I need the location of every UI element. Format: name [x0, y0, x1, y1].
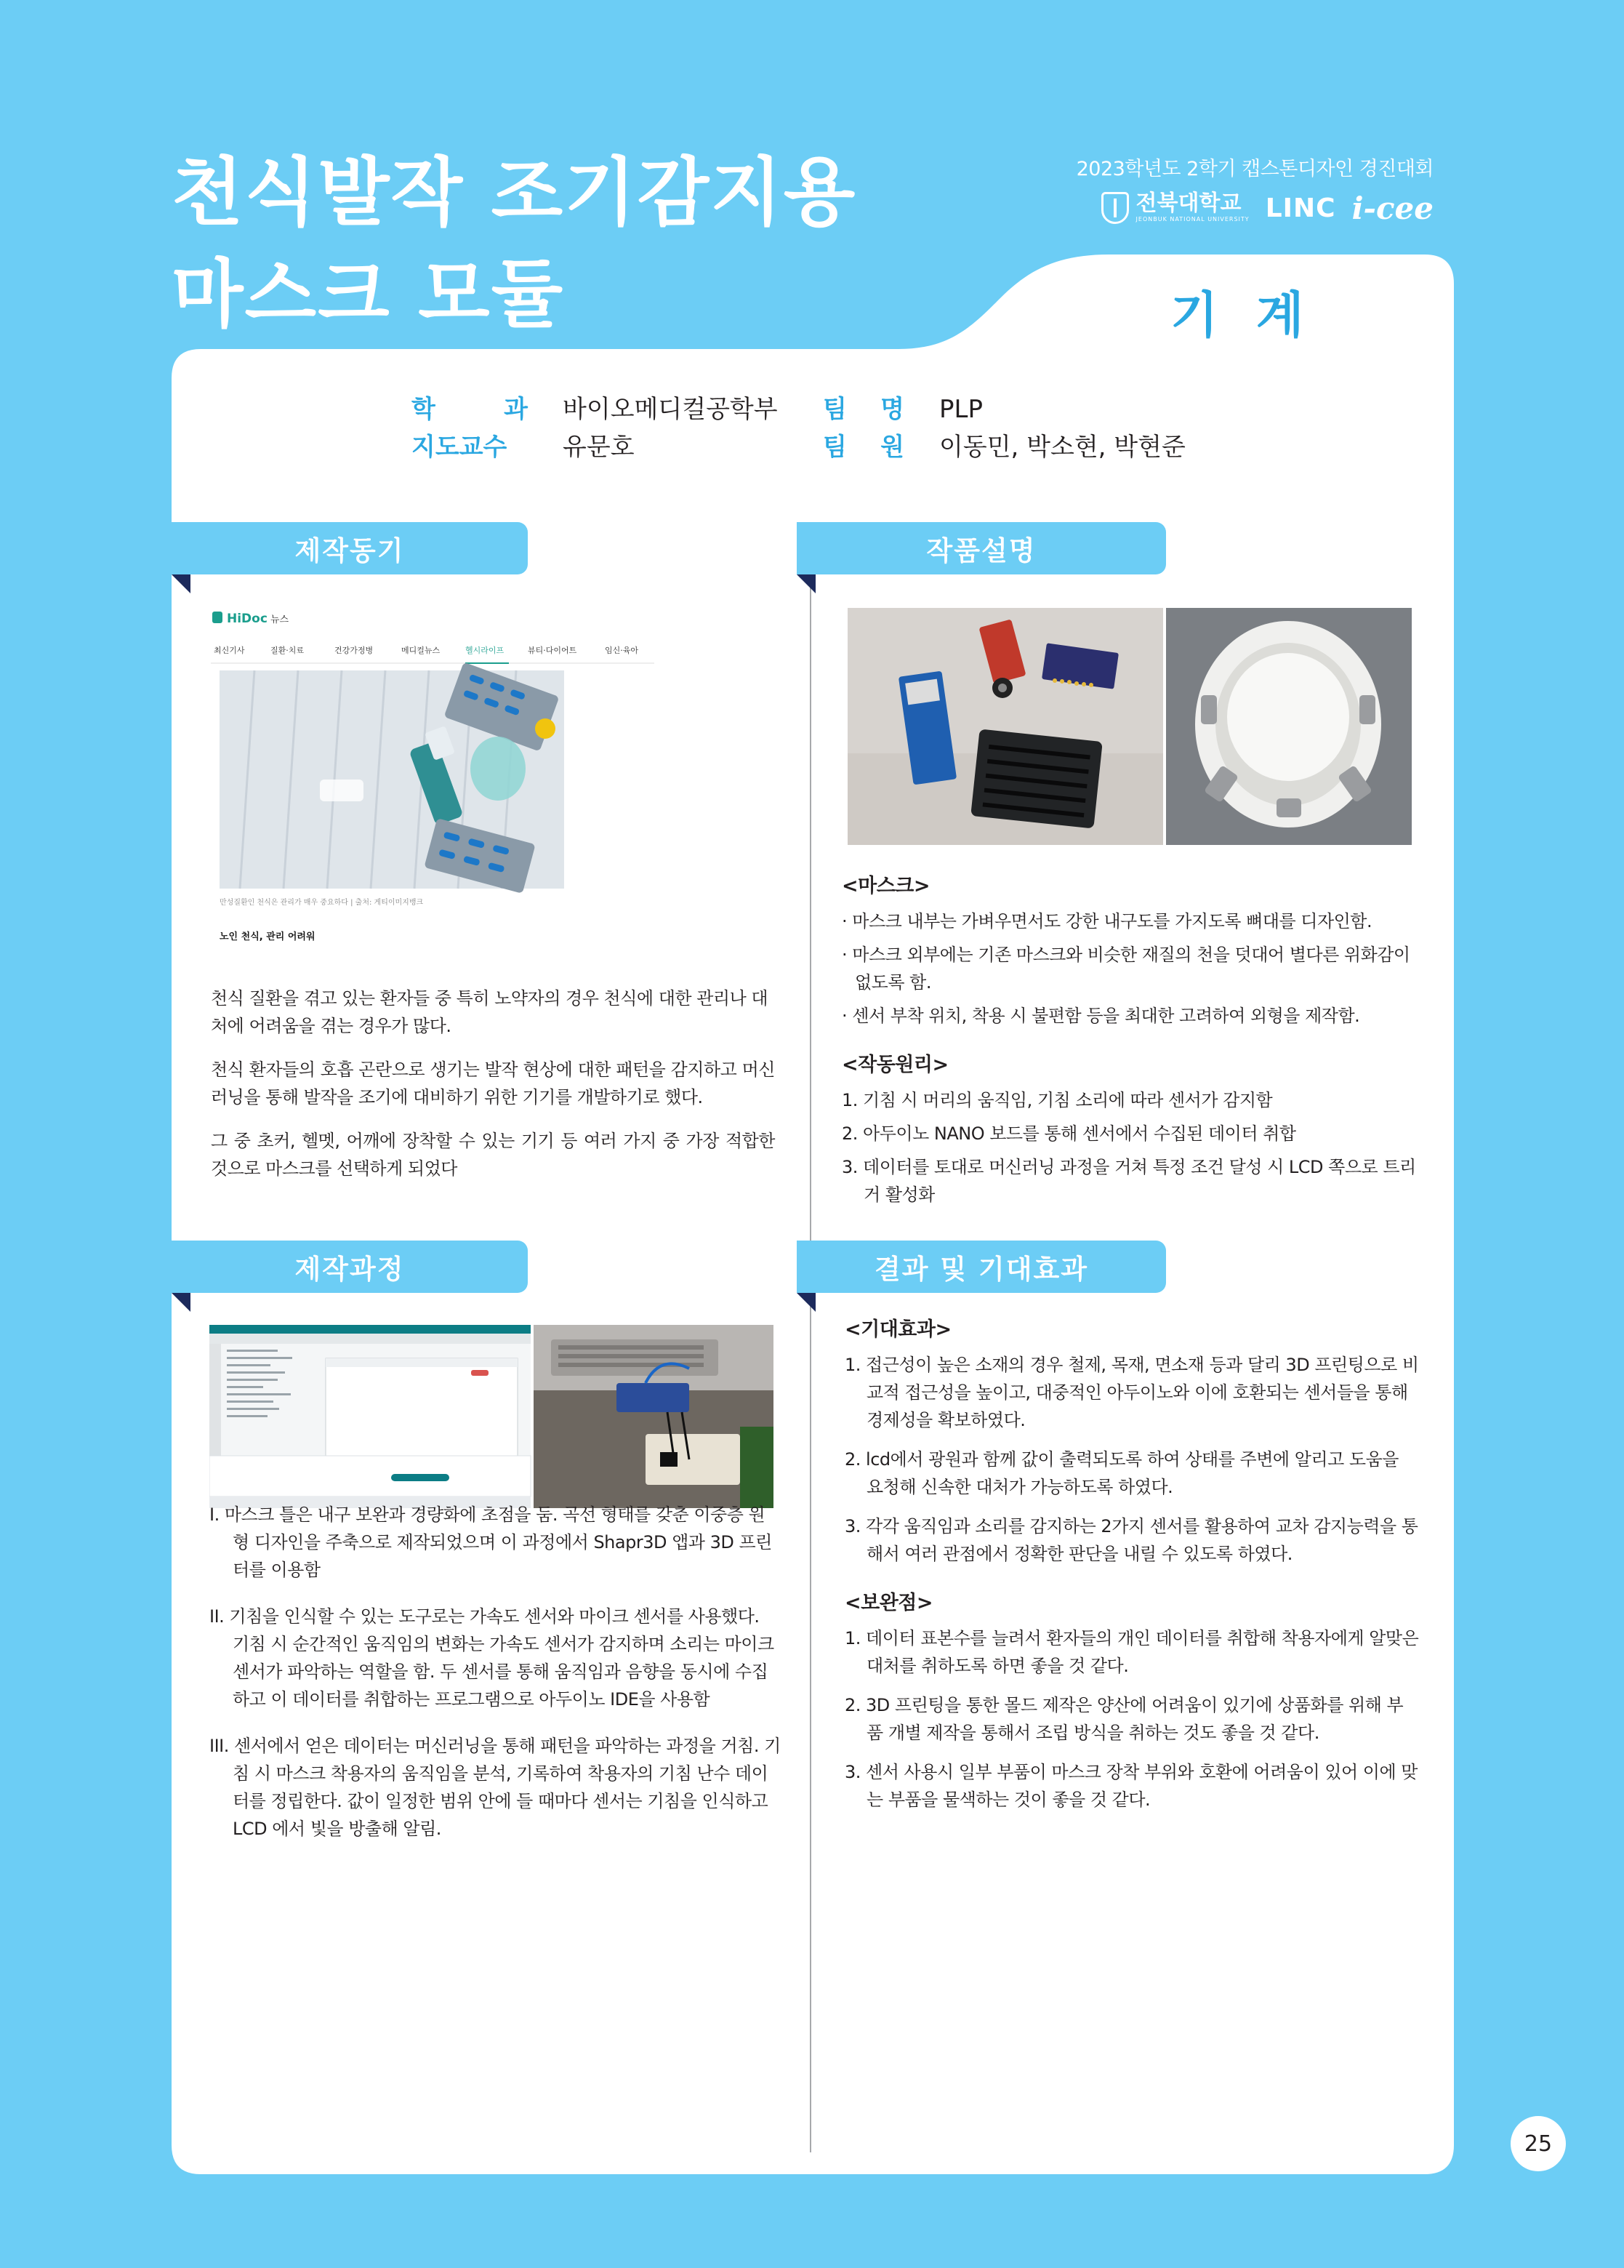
advisor-value: 유문호 — [563, 433, 635, 462]
process-item: I. 마스크 틀은 내구 보완과 경량화에 초점을 둠. 곡선 형태를 갖춘 이중층 원형 디자인을 주축으로 제작되었으며 이 과정에서 Shapr3D 앱과 3D 프린터를 이용함 — [209, 1504, 772, 1580]
members-label: 팀 원 — [823, 433, 904, 462]
news-nav-item: 최신기사 — [214, 646, 245, 655]
arduino-ide-screenshot — [209, 1325, 531, 1508]
principle-item: 1. 기침 시 머리의 움직임, 기침 소리에 따라 센서가 감지함 — [842, 1090, 1273, 1110]
electronics-photo — [848, 608, 1163, 845]
breadboard-setup-photo — [534, 1325, 773, 1508]
team-value: PLP — [939, 395, 983, 424]
news-nav-item: 뷰티·다이어트 — [528, 646, 577, 655]
news-nav-item: 메디컬뉴스 — [401, 646, 441, 655]
hidoc-logo-icon — [212, 612, 222, 623]
improve-item: 1. 데이터 표본수를 늘려서 환자들의 개인 데이터를 취합해 착용자에게 알맞은 대처를 취하도록 하면 좋을 것 같다. — [845, 1628, 1419, 1676]
mask-bullet: · 마스크 내부는 가벼우면서도 강한 내구도를 가지도록 뼈대를 디자인함. — [842, 911, 1372, 931]
motivation-paragraph-1: 천식 질환을 겪고 있는 환자들 중 특히 노약자의 경우 천식에 대한 관리나 대처에 어려움을 겪는 경우가 많다. — [211, 988, 768, 1036]
icee-logo: i-cee — [1351, 190, 1434, 226]
process-photos — [209, 1325, 773, 1508]
results-text — [845, 1316, 1419, 1835]
info-right — [823, 390, 1186, 466]
effect-heading: <기대효과> — [845, 1318, 952, 1341]
section-header-process: 제작과정 — [172, 1241, 528, 1293]
process-text — [209, 1501, 781, 1862]
mask-frame-photo — [1166, 608, 1412, 845]
section-header-description: 작품설명 — [797, 522, 1166, 574]
section-header-motivation: 제작동기 — [172, 522, 528, 574]
section-header-results: 결과 및 기대효과 — [797, 1241, 1166, 1293]
column-divider — [810, 567, 811, 2152]
product-photos — [848, 608, 1412, 845]
jbnu-logo — [1101, 192, 1250, 224]
news-nav-item: 임신·육아 — [605, 646, 639, 655]
logo-bar — [1101, 188, 1434, 228]
hidoc-brand: HiDoc — [227, 612, 268, 626]
dept-label: 학 과 — [411, 395, 528, 424]
improve-item: 3. 센서 사용시 일부 부품이 마스크 장착 부위와 호환에 어려움이 있어 이에 맞는 부품을 물색하는 것이 좋을 것 같다. — [845, 1762, 1418, 1810]
principle-item: 2. 아두이노 NANO 보드를 통해 센서에서 수집된 데이터 취합 — [842, 1123, 1296, 1144]
dept-value: 바이오메디컬공학부 — [563, 395, 778, 424]
news-screenshot — [211, 605, 662, 954]
linc-logo: LINC — [1265, 193, 1336, 223]
contest-name: 2023학년도 2학기 캡스톤디자인 경진대회 — [1076, 158, 1434, 180]
info-left — [411, 390, 778, 466]
improve-item: 2. 3D 프린팅을 통한 몰드 제작은 양산에 어려움이 있기에 상품화를 위해 부품 개별 제작을 통해서 조립 방식을 취하는 것도 좋을 것 같다. — [845, 1695, 1404, 1743]
news-nav-item: 질환·치료 — [270, 646, 305, 655]
news-nav-item: 건강가정병 — [334, 646, 374, 655]
page-number: 25 — [1511, 2116, 1566, 2171]
process-item: II. 기침을 인식할 수 있는 도구로는 가속도 센서와 마이크 센서를 사용했다. 기침 시 순간적인 움직임의 변화는 가속도 센서가 감지하며 소리는 마이크 센서가 파악하는 역할을 함. 두 센서를 통해 움직임과 음향을 동시에 수집하고 이 데이터를 취합하는 프로그램으로 아두이노 IDE을 사용함 — [209, 1606, 774, 1710]
mask-heading: <마스크> — [842, 875, 930, 897]
jbnu-logo-text: 전북대학교 — [1135, 191, 1242, 216]
mask-bullet: · 센서 부착 위치, 착용 시 불편함 등을 최대한 고려하여 외형을 제작함. — [842, 1006, 1360, 1026]
principle-heading: <작동원리> — [842, 1054, 949, 1076]
hidoc-brand-sub: 뉴스 — [270, 614, 289, 625]
motivation-paragraph-3: 그 중 초커, 헬멧, 어깨에 장착할 수 있는 기기 등 여러 가지 중 가장 적합한 것으로 마스크를 선택하게 되었다 — [211, 1131, 775, 1179]
members-value: 이동민, 박소현, 박현준 — [939, 433, 1186, 462]
effect-item: 3. 각각 움직임과 소리를 감지하는 2가지 센서를 활용하여 교차 감지능력을 통해서 여러 관점에서 정확한 판단을 내릴 수 있도록 하였다. — [845, 1516, 1418, 1564]
title-line-2: 마스크 모듈 — [172, 252, 565, 338]
description-text — [842, 873, 1423, 1230]
advisor-label: 지도교수 — [411, 433, 507, 462]
title-line-1: 천식발작 조기감지용 — [172, 150, 857, 236]
improve-heading: <보완점> — [845, 1592, 933, 1614]
effect-item: 2. lcd에서 광원과 함께 값이 출력되도록 하여 상태를 주변에 알리고 도움을 요청해 신속한 대처가 가능하도록 하였다. — [845, 1449, 1399, 1497]
news-subhead: 노인 천식, 관리 어려워 — [220, 931, 315, 942]
effect-item: 1. 접근성이 높은 소재의 경우 철제, 목재, 면소재 등과 달리 3D 프린팅으로 비교적 접근성을 높이고, 대중적인 아두이노와 이에 호환되는 센서들을 통해 경제성을 확보하였다. — [845, 1355, 1419, 1430]
jbnu-seal-icon — [1101, 192, 1129, 224]
motivation-paragraph-2: 천식 환자들의 호흡 곤란으로 생기는 발작 현상에 대한 패턴을 감지하고 머신러닝을 통해 발작을 조기에 대비하기 위한 기기를 개발하기로 했다. — [211, 1059, 775, 1107]
news-photo-caption: 만성질환인 천식은 관리가 매우 중요하다 | 출처: 게티이미지뱅크 — [220, 899, 424, 907]
team-label: 팀 명 — [823, 395, 904, 424]
news-photo — [220, 662, 564, 893]
jbnu-logo-subtext: JEONBUK NATIONAL UNIVERSITY — [1135, 216, 1250, 223]
motivation-text — [211, 985, 775, 1198]
principle-item: 3. 데이터를 토대로 머신러닝 과정을 거쳐 특정 조건 달성 시 LCD 쪽으로 트리거 활성화 — [842, 1157, 1416, 1205]
field-tag: 기계 — [1170, 287, 1342, 345]
process-item: III. 센서에서 얻은 데이터는 머신러닝을 통해 패턴을 파악하는 과정을 거침. 기침 시 마스크 착용자의 움직임을 분석, 기록하여 착용자의 기침 난수 데이터를 정립한다. 값이 일정한 범위 안에 들 때마다 센서는 기침을 인식하고 LCD 에서 빛을 방출해 알림. — [209, 1736, 781, 1839]
news-nav-item-active: 헬시라이프 — [465, 646, 505, 655]
mask-bullet: · 마스크 외부에는 기존 마스크와 비슷한 재질의 천을 덧대어 별다른 위화감이 없도록 함. — [842, 945, 1410, 993]
